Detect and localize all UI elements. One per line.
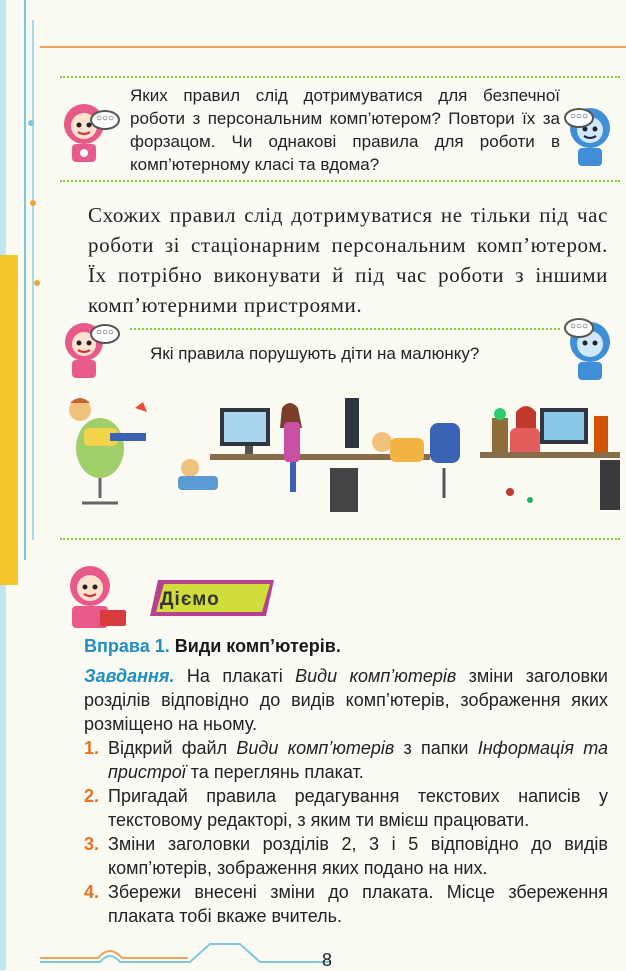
decor-dot xyxy=(30,200,36,206)
scene-sleeping-boy xyxy=(320,398,460,512)
step-text: Збережи внесені зміни до плаката. Місце збереження плаката тобі вкаже вчитель. xyxy=(108,882,608,926)
step-number: 1. xyxy=(84,738,100,758)
question-text: Які правила порушують діти на малюнку? xyxy=(150,344,480,363)
task-file-name: Види комп’ютерів xyxy=(295,666,457,686)
scene-desk-monitor xyxy=(178,403,320,492)
bottom-decoration xyxy=(40,936,330,966)
dotted-divider xyxy=(60,538,620,540)
step-number: 4. xyxy=(84,882,100,902)
dotted-divider xyxy=(60,76,620,78)
speech-bubble: ○○○ xyxy=(564,108,594,128)
step-text: Пригадай правила редагування текстових написів у текстовому редакторі, з яким ти вмієш працювати. xyxy=(108,786,608,830)
children-illustration xyxy=(40,388,626,520)
step-number: 3. xyxy=(84,834,100,854)
step-text: з папки xyxy=(403,738,469,758)
top-rule xyxy=(40,46,626,48)
list-item xyxy=(84,784,608,832)
task-label: Завдання. xyxy=(84,666,175,686)
decor-line xyxy=(32,20,34,540)
speech-bubble: ○○○ xyxy=(90,110,120,130)
step-file-name: Види комп’ютерів xyxy=(236,738,395,758)
decor-dot xyxy=(34,280,40,286)
task-text: зміни заголовки розділів відповідно до видів комп’ютерів, зображення яких розміщено на ньому. xyxy=(84,666,608,734)
scene-girl-food xyxy=(480,406,620,510)
task-paragraph xyxy=(84,664,608,736)
step-text: Відкрий файл xyxy=(108,738,228,758)
girl-robot-icon xyxy=(56,98,116,168)
task-text: На плакаті xyxy=(186,666,283,686)
page-number: 8 xyxy=(322,950,333,970)
decor-dot xyxy=(28,120,34,126)
exercise-number: Вправа 1. xyxy=(84,636,170,656)
girl-laptop-icon xyxy=(60,560,130,634)
steps-list xyxy=(84,736,608,928)
question-text: Яких правил слід дотримуватися для безпечної роботи з персональним комп’ютером? Повтори їх за форзацом. Чи однакові правила для роботи в комп’ютерному класі та вдома? xyxy=(130,86,560,174)
exercise-heading xyxy=(84,636,341,657)
step-text: Зміни заголовки розділів 2, 3 і 5 відповідно до видів комп’ютерів, зображення яких подано на них. xyxy=(108,834,608,878)
left-yellow-strip xyxy=(0,255,18,585)
speech-bubble: ○○○ xyxy=(90,324,120,344)
step-folder-name: Інформація та пристрої xyxy=(108,738,608,782)
scene-boy-chair xyxy=(69,398,147,503)
dotted-divider xyxy=(60,180,620,182)
intro-paragraph: Схожих правил слід дотримуватися не тільки під час роботи зі стаціонарним персональним комп’ютером. Їх потрібно виконувати й під час роботи з іншими комп’ютерними пристроями. xyxy=(88,203,608,317)
step-number: 2. xyxy=(84,786,100,806)
exercise-title: Види комп’ютерів. xyxy=(174,636,341,656)
decor-line xyxy=(24,0,26,560)
list-item xyxy=(84,736,608,784)
list-item xyxy=(84,880,608,928)
section-title: Дiємо xyxy=(160,589,220,610)
list-item xyxy=(84,832,608,880)
dotted-divider xyxy=(130,328,560,330)
speech-bubble: ○○○ xyxy=(564,318,594,338)
step-text: та переглянь плакат. xyxy=(190,762,364,782)
